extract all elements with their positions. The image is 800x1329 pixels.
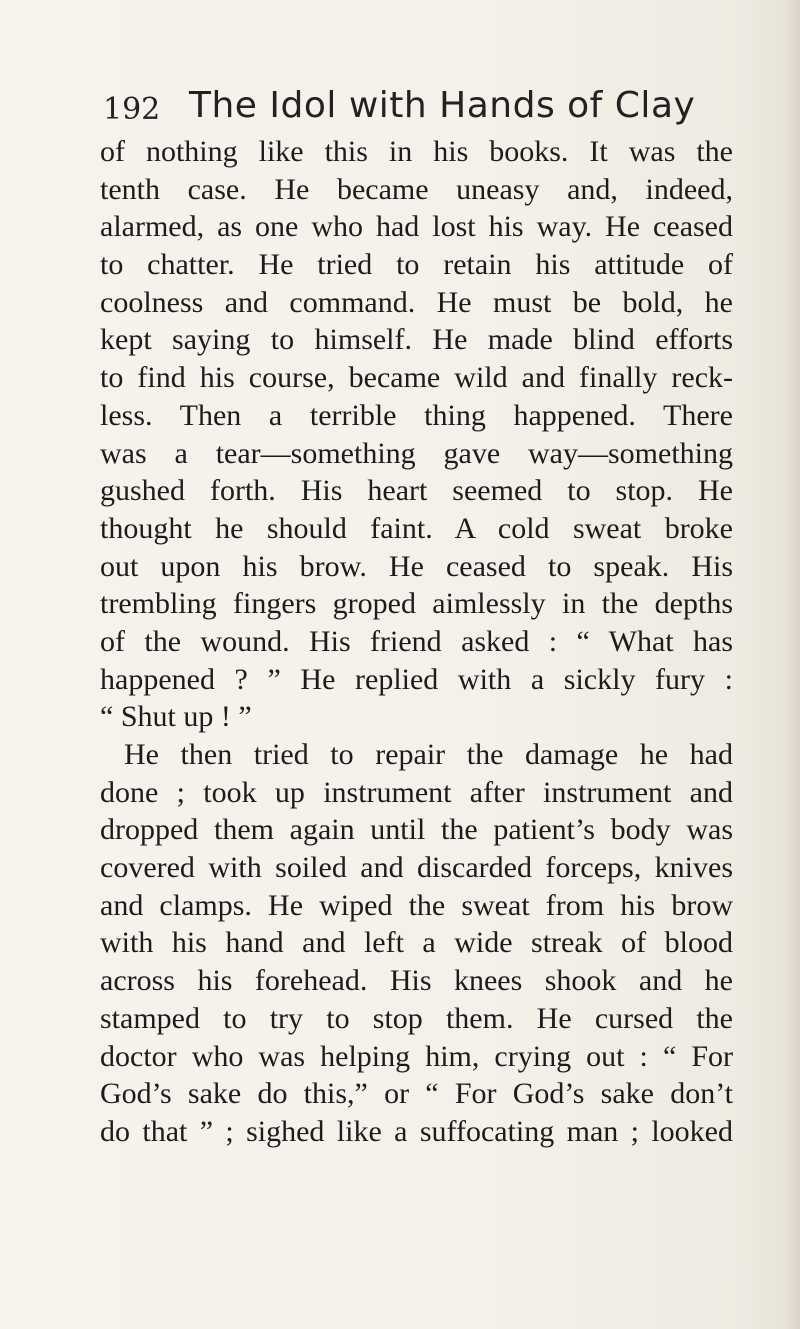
text-line: covered with soiled and discarded forceps, knives [100,851,733,885]
page-edge-shadow [786,0,800,1329]
text-line: kept saying to himself. He made blind efforts [100,323,733,357]
text-line: of the wound. His friend asked : “ What has [100,624,733,658]
text-line: do that ” ; sighed like a suffocating man ; looked [100,1114,733,1148]
text-line: thought he should faint. A cold sweat broke [100,511,733,545]
text-line: God’s sake do this,” or “ For God’s sake don’t [100,1077,733,1111]
text-line: trembling fingers groped aimlessly in the depths [100,587,733,621]
text-line: gushed forth. His heart seemed to stop. He [100,474,733,508]
page-number: 192 [103,92,161,127]
text-line: done ; took up instrument after instrument and [100,775,733,809]
running-header [103,78,723,132]
text-line: happened ? ” He replied with a sickly fury : [100,662,733,696]
text-line: less. Then a terrible thing happened. There [100,398,733,432]
text-line: was a tear—something gave way—something [100,436,733,470]
text-line: of nothing like this in his books. It was the [100,135,733,168]
paragraph-end-line: “ Shut up ! ” [100,700,252,734]
body-text [100,133,733,1151]
text-line: doctor who was helping him, crying out : “ For [100,1039,733,1073]
text-line: dropped them again until the patient’s body was [100,813,733,847]
text-line: and clamps. He wiped the sweat from his brow [100,888,733,922]
text-line: across his forehead. His knees shook and he [100,964,733,998]
text-line: tenth case. He became uneasy and, indeed, [100,172,733,206]
text-line: with his hand and left a wide streak of blood [100,926,733,960]
text-line: alarmed, as one who had lost his way. He ceased [100,210,733,244]
text-line: stamped to try to stop them. He cursed the [100,1001,733,1035]
text-line: to find his course, became wild and finally reck- [100,361,733,395]
text-line: coolness and command. He must be bold, he [100,285,733,319]
text-line: to chatter. He tried to retain his attitude of [100,248,733,282]
paragraph-first-line: He then tried to repair the damage he had [124,738,733,771]
running-title: The Idol with Hands of Clay [189,85,696,126]
text-line: out upon his brow. He ceased to speak. His [100,549,733,583]
